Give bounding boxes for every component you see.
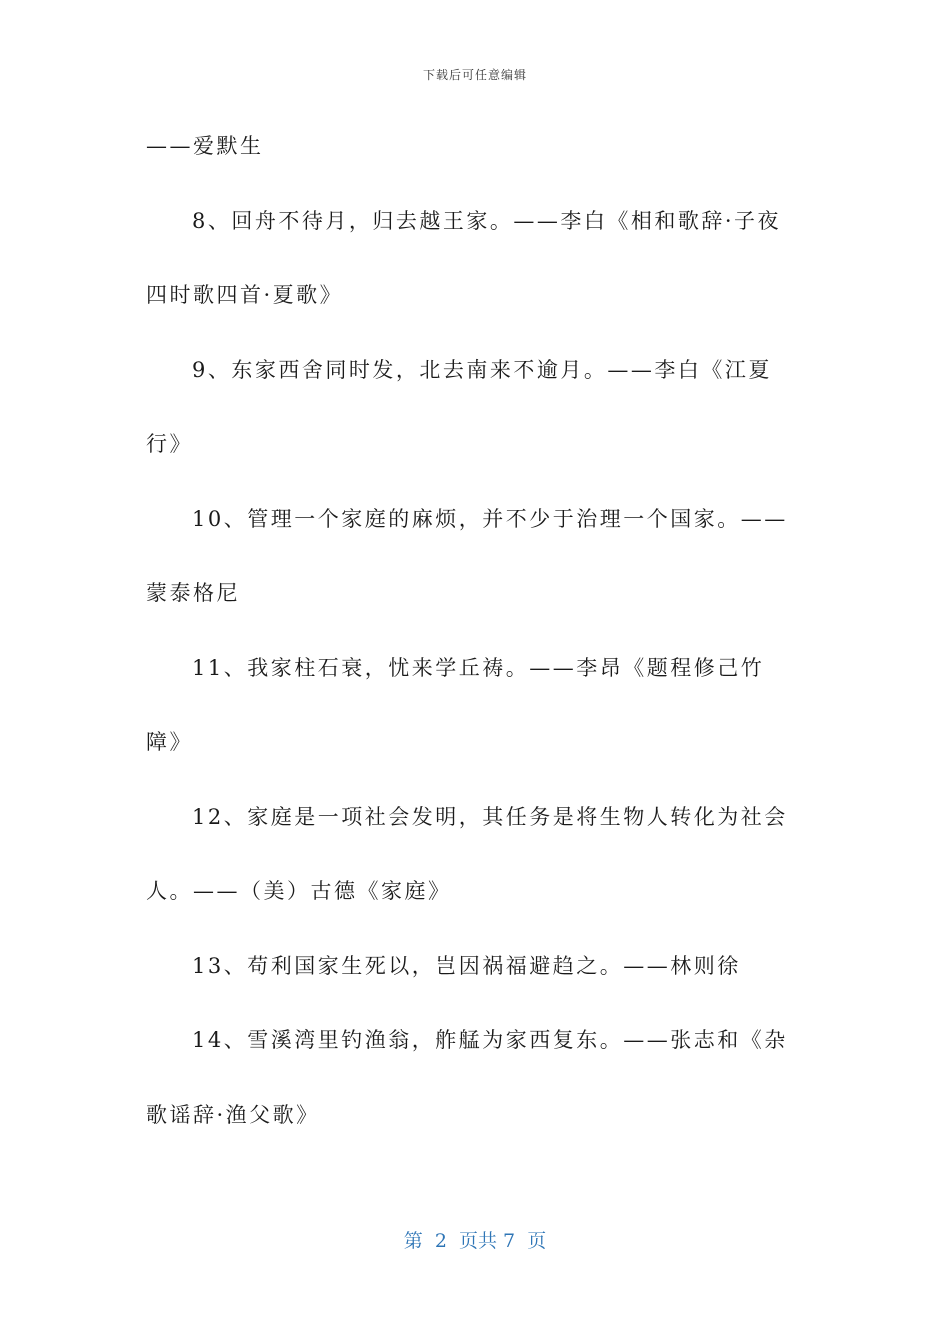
text-line: 10、管理一个家庭的麻烦，并不少于治理一个国家。—— xyxy=(192,506,788,531)
text-line: 12、家庭是一项社会发明，其任务是将生物人转化为社会 xyxy=(192,804,788,829)
page-number-footer: 第 2 页共 7 页 xyxy=(403,1230,547,1252)
text-line: ——爱默生 xyxy=(146,134,264,158)
page-header: 下载后可任意编辑 xyxy=(422,68,527,82)
document-body xyxy=(146,120,806,1163)
text-line: 11、我家柱石衰，忧来学丘祷。——李昂《题程修己竹 xyxy=(192,655,765,680)
text-line: 歌谣辞·渔父歌》 xyxy=(146,1102,320,1127)
text-line: 蒙泰格尼 xyxy=(146,581,240,605)
text-line: 14、雪溪湾里钓渔翁，舴艋为家西复东。——张志和《杂 xyxy=(192,1028,788,1052)
text-line: 行》 xyxy=(146,432,193,456)
text-line: 9、东家西舍同时发，北去南来不逾月。——李白《江夏 xyxy=(192,357,772,382)
text-line: 8、回舟不待月，归去越王家。——李白《相和歌辞·子夜 xyxy=(192,208,782,233)
text-line: 13、苟利国家生死以，岂因祸福避趋之。——林则徐 xyxy=(192,953,741,978)
text-line: 人。——（美）古德《家庭》 xyxy=(146,879,452,903)
text-line: 障》 xyxy=(146,730,193,754)
text-line: 四时歌四首·夏歌》 xyxy=(146,283,344,307)
